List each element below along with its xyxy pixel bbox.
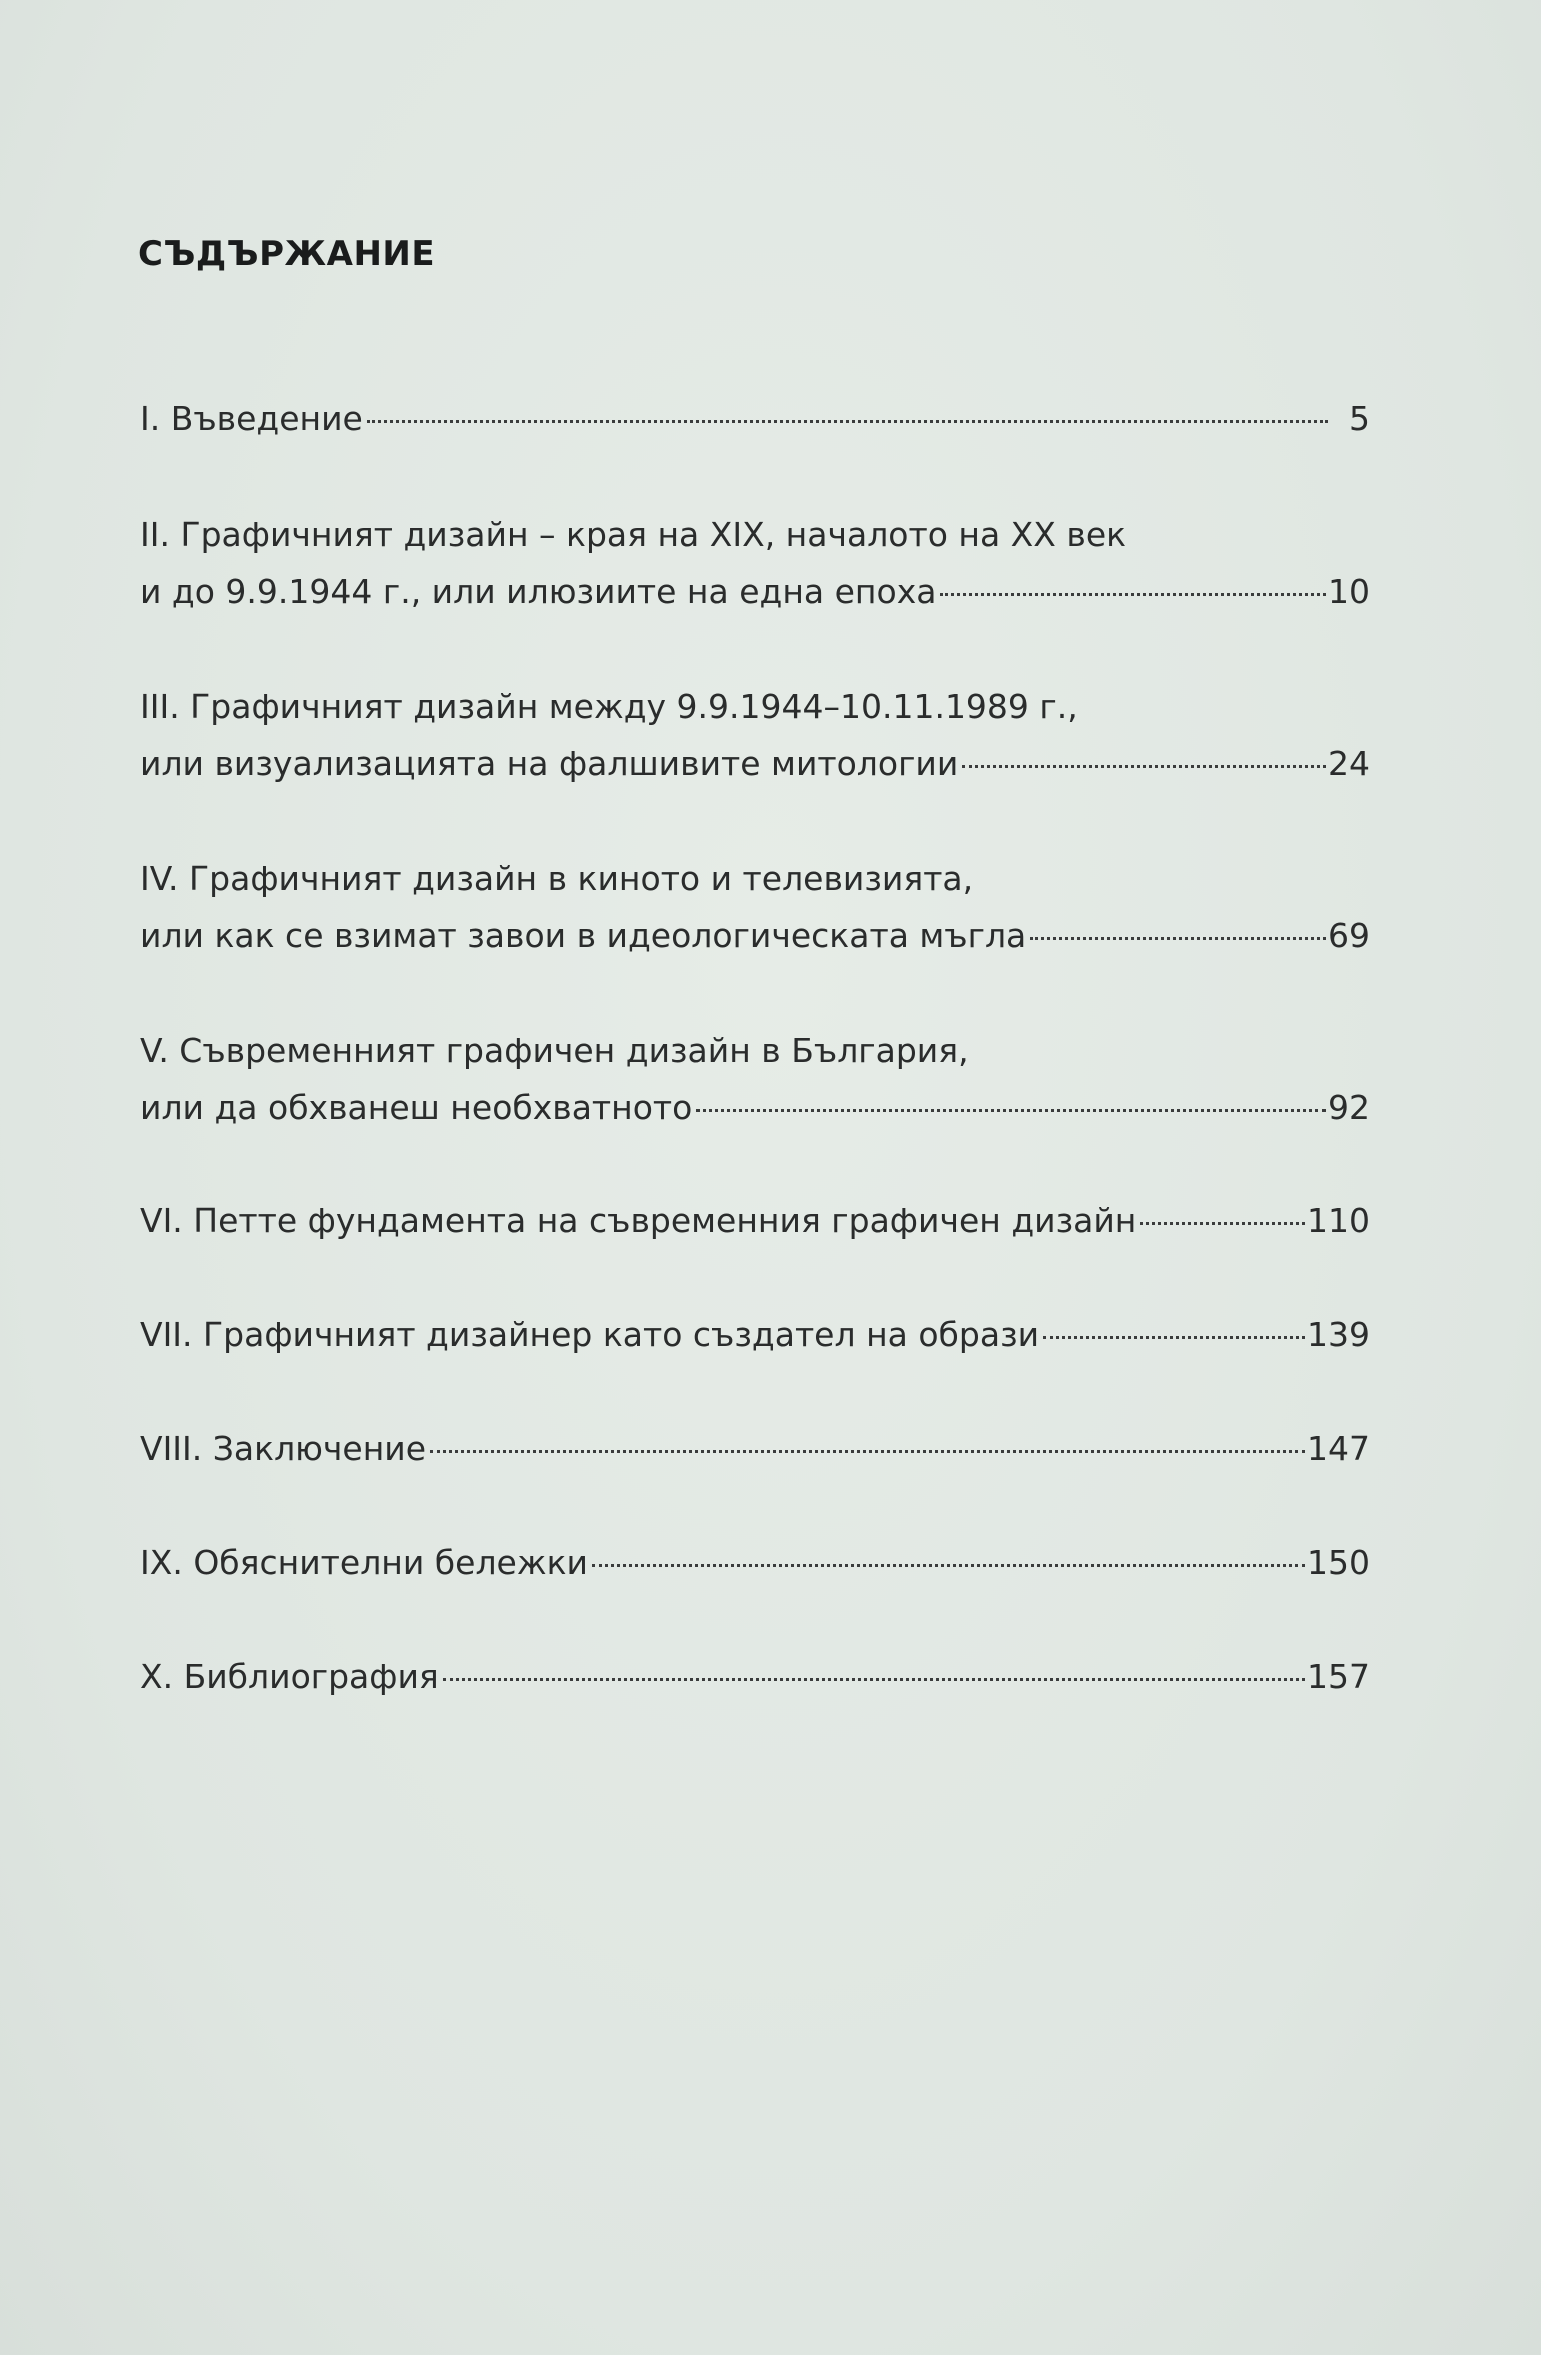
dot-leader xyxy=(443,1678,1305,1681)
dot-leader xyxy=(696,1109,1326,1112)
toc-entry xyxy=(140,1534,1370,1591)
toc-page-number: 69 xyxy=(1328,916,1370,955)
dot-leader xyxy=(592,1564,1305,1567)
toc-entry-title: IX. Обяснителни бележки xyxy=(140,1543,588,1582)
toc-page-number: 24 xyxy=(1328,744,1370,783)
toc-entry xyxy=(140,1420,1370,1477)
toc-entry-title: VI. Петте фундамента на съвременния графичен дизайн xyxy=(140,1201,1137,1240)
dot-leader xyxy=(1043,1336,1305,1339)
toc-entry xyxy=(140,678,1370,792)
toc-page-number: 110 xyxy=(1307,1201,1370,1240)
toc-page-number: 147 xyxy=(1307,1429,1370,1468)
toc-page-number: 150 xyxy=(1307,1543,1370,1582)
toc-page-number: 139 xyxy=(1307,1315,1370,1354)
toc-entry-title: I. Въведение xyxy=(140,399,363,438)
toc-entry-title: V. Съвременният графичен дизайн в България, xyxy=(140,1031,969,1070)
toc-entry-title-continued: или визуализацията на фалшивите митологии xyxy=(140,744,959,783)
dot-leader xyxy=(1030,937,1326,940)
toc-entry xyxy=(140,1192,1370,1249)
toc-entry-title: X. Библиография xyxy=(140,1657,439,1696)
toc-entry-title-continued: или как се взимат завои в идеологическата мъгла xyxy=(140,916,1027,955)
toc-entry xyxy=(140,506,1370,620)
toc-page-number: 10 xyxy=(1328,572,1370,611)
dot-leader xyxy=(367,420,1328,423)
toc-entry xyxy=(140,850,1370,964)
toc-entry-title: IV. Графичният дизайн в киното и телевизията, xyxy=(140,859,974,898)
dot-leader xyxy=(430,1450,1305,1453)
dot-leader xyxy=(1140,1222,1305,1225)
toc-entry-title: III. Графичният дизайн между 9.9.1944–10.11.1989 г., xyxy=(140,687,1078,726)
toc-entry-title: II. Графичният дизайн – края на XIX, началото на XX век xyxy=(140,515,1127,554)
toc-page-number: 92 xyxy=(1328,1088,1370,1127)
toc-page-number: 5 xyxy=(1349,399,1370,438)
page-title: СЪДЪРЖАНИЕ xyxy=(138,234,436,274)
dot-leader xyxy=(962,765,1326,768)
toc-entry xyxy=(140,1022,1370,1136)
toc-page-number: 157 xyxy=(1307,1657,1370,1696)
toc-entry xyxy=(140,390,1370,447)
toc-entry-title-continued: или да обхванеш необхватното xyxy=(140,1088,693,1127)
dot-leader xyxy=(940,593,1326,596)
toc-entry xyxy=(140,1648,1370,1705)
toc-entry-title-continued: и до 9.9.1944 г., или илюзиите на една епоха xyxy=(140,572,937,611)
toc-entry-title: VII. Графичният дизайнер като създател на образи xyxy=(140,1315,1040,1354)
toc-entry xyxy=(140,1306,1370,1363)
toc-entry-title: VIII. Заключение xyxy=(140,1429,427,1468)
